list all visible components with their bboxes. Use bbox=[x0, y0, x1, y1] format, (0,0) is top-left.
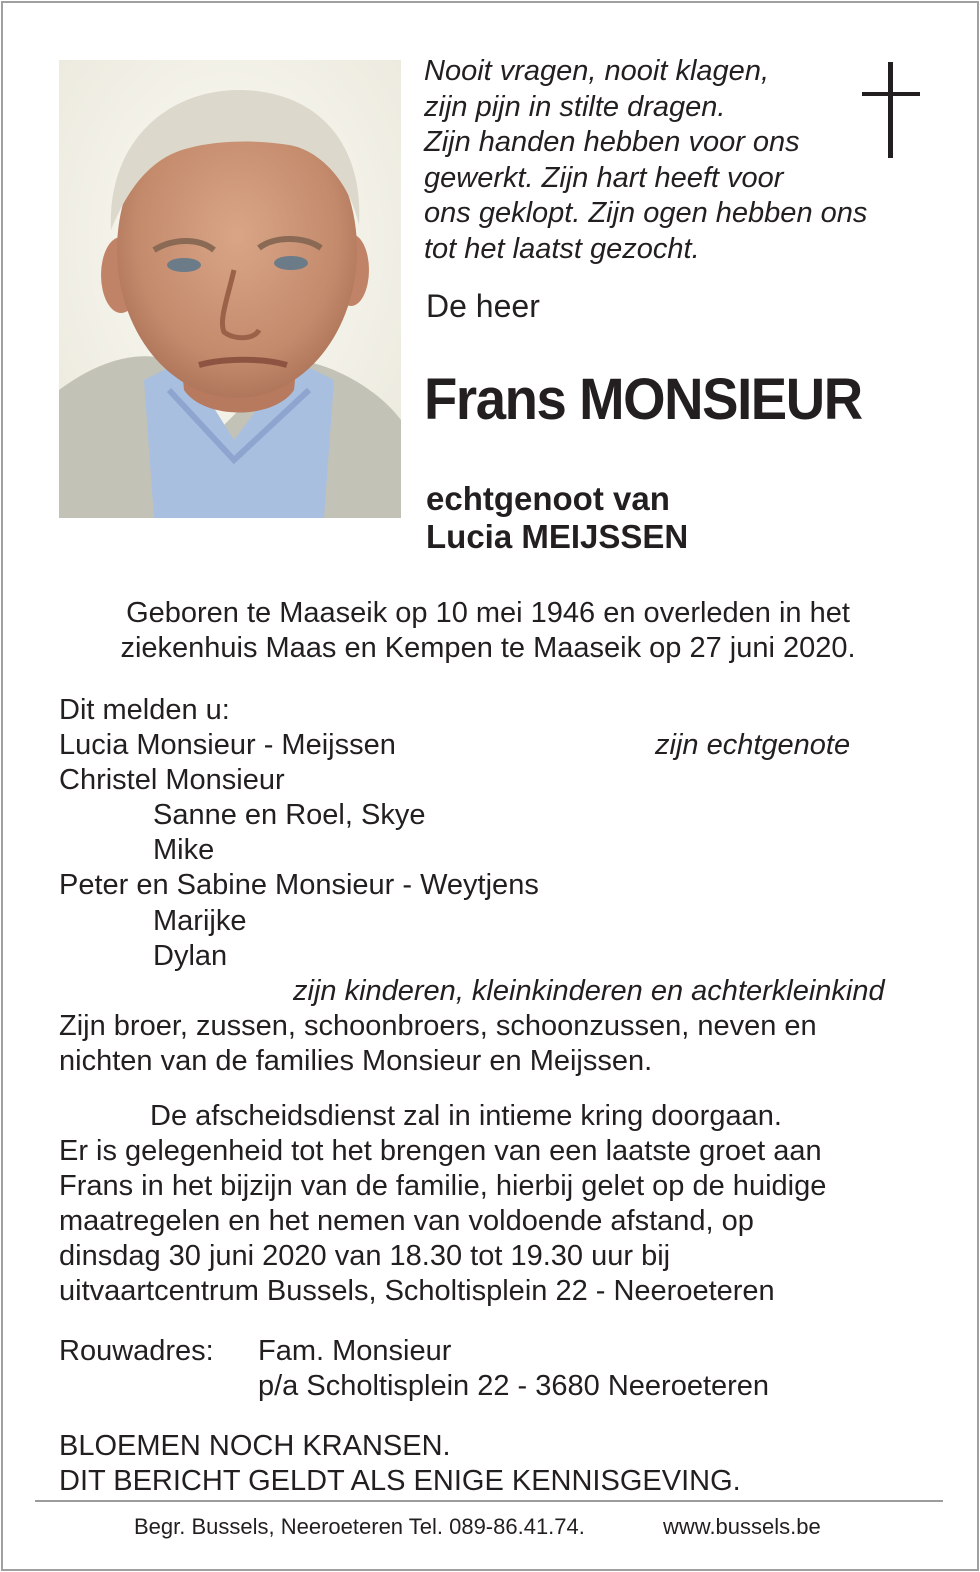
family-member: Lucia Monsieur - Meijssen bbox=[59, 729, 396, 761]
website-link[interactable]: www.bussels.be bbox=[663, 1514, 821, 1539]
portrait-photo bbox=[59, 60, 401, 518]
poem-line: tot het laatst gezocht. bbox=[424, 232, 700, 265]
address-line: Fam. Monsieur bbox=[258, 1335, 452, 1367]
address-label: Rouwadres: bbox=[59, 1335, 214, 1367]
relatives-line: nichten van de families Monsieur en Meijssen. bbox=[59, 1045, 653, 1077]
poem-line: Zijn handen hebben voor ons bbox=[424, 126, 800, 158]
poem bbox=[424, 54, 867, 267]
family-member: Sanne en Roel, Skye bbox=[153, 799, 426, 831]
spouse-name: Lucia MEIJSSEN bbox=[426, 518, 689, 555]
cross-icon bbox=[862, 62, 920, 158]
footer-divider bbox=[35, 1500, 943, 1502]
spouse-line: echtgenoot van bbox=[426, 480, 670, 517]
address-line: p/a Scholtisplein 22 - 3680 Neeroeteren bbox=[258, 1370, 770, 1402]
deceased-name: Frans MONSIEUR bbox=[424, 367, 862, 432]
family-member: Mike bbox=[153, 834, 215, 866]
service-line: uitvaartcentrum Bussels, Scholtisplein 22 - Neeroeteren bbox=[59, 1275, 775, 1307]
closing-line: DIT BERICHT GELDT ALS ENIGE KENNISGEVING. bbox=[59, 1465, 741, 1497]
relatives-line: Zijn broer, zussen, schoonbroers, schoonzussen, neven en bbox=[59, 1010, 817, 1042]
service-line: Er is gelegenheid tot het brengen van een laatste groet aan bbox=[59, 1135, 822, 1167]
poem-line: gewerkt. Zijn hart heeft voor bbox=[424, 161, 784, 194]
service-line: Frans in het bijzijn van de familie, hierbij gelet op de huidige bbox=[59, 1170, 827, 1202]
family-member: Marijke bbox=[153, 905, 247, 937]
closing-line: BLOEMEN NOCH KRANSEN. bbox=[59, 1430, 451, 1462]
family-member: Peter en Sabine Monsieur - Weytjens bbox=[59, 869, 539, 901]
poem-line: ons geklopt. Zijn ogen hebben ons bbox=[424, 197, 868, 229]
family-member: Christel Monsieur bbox=[59, 764, 285, 796]
service-line: maatregelen en het nemen van voldoende afstand, op bbox=[59, 1205, 754, 1237]
family-intro: Dit melden u: bbox=[59, 694, 230, 726]
service-line: De afscheidsdienst zal in intieme kring doorgaan. bbox=[150, 1100, 782, 1132]
family-role: zijn echtgenote bbox=[655, 729, 851, 761]
family-member: Dylan bbox=[153, 940, 228, 972]
birth-death-info bbox=[0, 596, 976, 665]
undertaker-info: Begr. Bussels, Neeroeteren Tel. 089-86.41.74. bbox=[134, 1514, 585, 1539]
born-line: ziekenhuis Maas en Kempen te Maaseik op 27 juni 2020. bbox=[120, 631, 856, 664]
poem-line: zijn pijn in stilte dragen. bbox=[424, 90, 726, 123]
service-line: dinsdag 30 juni 2020 van 18.30 tot 19.30 uur bij bbox=[59, 1240, 671, 1272]
family-role: zijn kinderen, kleinkinderen en achterkleinkind bbox=[293, 975, 885, 1007]
born-line: Geboren te Maaseik op 10 mei 1946 en overleden in het bbox=[126, 597, 850, 629]
poem-line: Nooit vragen, nooit klagen, bbox=[424, 55, 769, 87]
title-prefix: De heer bbox=[426, 288, 540, 324]
spouse-info bbox=[426, 480, 688, 556]
